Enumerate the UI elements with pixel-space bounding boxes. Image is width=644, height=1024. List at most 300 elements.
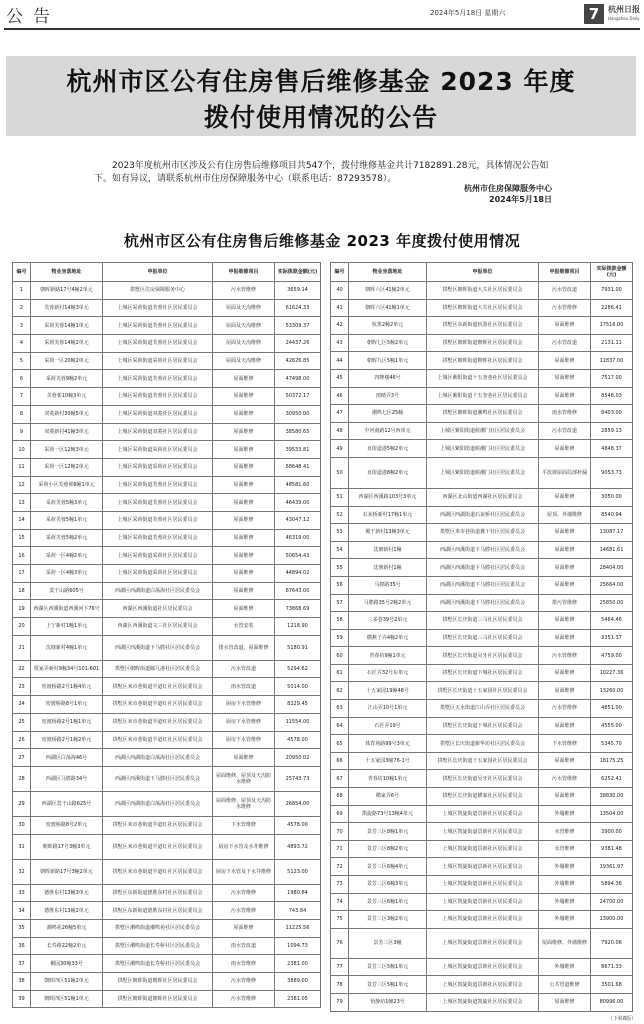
cell-no: 58 [331, 612, 349, 630]
table-row [331, 440, 633, 458]
cell-project: 屋面维修 [213, 423, 275, 441]
cell-no: 17 [13, 565, 31, 583]
table-row [13, 511, 321, 529]
cell-amount: 58648.41 [275, 458, 321, 476]
cell-unit: 拱墅区朝晖街道潮鸣社区居民委员会 [427, 405, 539, 423]
table-row [13, 335, 321, 353]
cell-no: 30 [13, 816, 31, 834]
cell-project: 屋面维修、外墙维修 [539, 928, 591, 958]
signature-date: 2024年5月18日 [489, 195, 552, 204]
continued-note: （下转8版） [608, 1016, 637, 1022]
cell-amount: 4578.00 [275, 731, 321, 749]
table-row [331, 299, 633, 317]
cell-address: 怡静坊1幢23号 [349, 993, 427, 1011]
cell-unit: 上城区采荷街道芙蓉社区居民委员会 [103, 494, 213, 512]
table-row [13, 660, 321, 678]
cell-unit: 上城区采荷街道芙蓉社区居民委员会 [103, 317, 213, 335]
cell-unit: 上城区凯旋街道景新社区居民委员会 [427, 805, 539, 823]
cell-address: 中河南路12号西单元 [349, 422, 427, 440]
cell-no: 8 [13, 405, 31, 423]
cell-address: 双菱新村41幢3单元 [31, 423, 103, 441]
cell-project: 屋面维修 [539, 664, 591, 682]
cell-address: 翼干新村13幢3单元 [349, 524, 427, 542]
table-row [331, 422, 633, 440]
cell-project: 雨水管改道 [213, 678, 275, 696]
cell-project: 屋面及天沟维修 [213, 335, 275, 353]
cell-address: 西湖区西溪路103号3单元 [349, 488, 427, 506]
cell-no: 70 [331, 823, 349, 841]
table-row [331, 717, 633, 735]
cell-no: 60 [331, 647, 349, 665]
cell-address: 西湖区马塍路34号 [31, 766, 103, 791]
cell-no: 27 [13, 749, 31, 767]
cell-project: 污水管维修 [539, 770, 591, 788]
cell-amount: 46319.00 [275, 529, 321, 547]
cell-unit: 拱墅区米市巷街道半道红社区居民委员会 [103, 696, 213, 714]
cell-amount: 13260.00 [591, 682, 633, 700]
cell-project: 公共管道维修 [539, 976, 591, 994]
cell-amount: 80996.00 [591, 993, 633, 1011]
cell-amount: 13900.00 [591, 911, 633, 929]
right-table [330, 262, 633, 1012]
cell-unit: 拱墅区朝晖街道朝晖社区居民委员会 [427, 334, 539, 352]
table-row [331, 993, 633, 1011]
cell-address: 江山弄10号1单元 [349, 700, 427, 718]
table-row [13, 834, 321, 859]
cell-amount: 1094.73 [275, 937, 321, 955]
col-header-unit: 申报单位 [427, 263, 539, 282]
cell-amount: 8403.00 [591, 405, 633, 423]
cell-project: 屋面维修 [213, 511, 275, 529]
table-row [13, 990, 321, 1008]
table-row [13, 423, 321, 441]
cell-unit: 拱墅区朝晖街道邮儿港社区居民委员会 [103, 660, 213, 678]
cell-unit: 拱墅区长庆街道三马社区居民委员会 [427, 612, 539, 630]
cell-amount: 4578.00 [275, 816, 321, 834]
cell-project: 排污管维修 [539, 594, 591, 612]
cell-project: 污水管改道 [539, 282, 591, 300]
table-row [331, 805, 633, 823]
date-text: 2024年5月18日 [430, 9, 483, 17]
cell-project: 平改坡屋面局部补漏 [539, 457, 591, 488]
cell-unit: 西湖区西湖街道石灰桥社区居民委员会 [427, 506, 539, 524]
cell-unit: 拱墅区长庆街道吴牙社区居民委员会 [427, 770, 539, 788]
cell-address: 采荷一区12幢3单元 [31, 441, 103, 459]
table-row [331, 334, 633, 352]
cell-project: 污水管维修 [213, 990, 275, 1008]
cell-project: 屋面维修 [213, 476, 275, 494]
cell-no: 12 [13, 476, 31, 494]
cell-unit: 拱墅区长庆街道吴牙社区居民委员会 [427, 647, 539, 665]
table-row [13, 955, 321, 973]
cell-amount: 61624.33 [275, 299, 321, 317]
table-row [331, 958, 633, 976]
cell-no: 62 [331, 682, 349, 700]
cell-unit: 上城区采荷街道芙蓉社区居民委员会 [103, 511, 213, 529]
cell-no: 39 [13, 990, 31, 1008]
cell-no: 19 [13, 600, 31, 618]
cell-project: 屋面维修 [213, 458, 275, 476]
cell-unit: 上城区紫阳街道候潮门社区居民委员会 [427, 422, 539, 440]
cell-unit: 上城区采荷街道芙蓉社区居民委员会 [103, 476, 213, 494]
cell-project: 雨水管维修 [213, 955, 275, 973]
cell-amount: 3889.00 [275, 973, 321, 991]
signature-org: 杭州市住房保障服务中心 [464, 184, 552, 193]
cell-amount: 4893.72 [275, 834, 321, 859]
cell-address: 景芳三区5幢1单元 [349, 976, 427, 994]
cell-unit: 西湖区西溪街道下马塍社区居民委员会 [103, 635, 213, 660]
cell-unit: 上城区凯旋街道景新社区居民委员会 [427, 928, 539, 958]
cell-amount: 9381.48 [591, 840, 633, 858]
table-row [13, 282, 321, 300]
cell-address: 采荷一区4幢2单元 [31, 547, 103, 565]
cell-address: 沈塘新村1幢 [349, 559, 427, 577]
cell-address: 景芳三区6幢3单元 [349, 876, 427, 894]
table-row [331, 840, 633, 858]
cell-project: 屋面维修 [539, 612, 591, 630]
cell-amount: 3050.00 [591, 488, 633, 506]
cell-amount: 7920.06 [591, 928, 633, 958]
cell-unit: 上城区采荷街道采荷社区居民委员会 [103, 352, 213, 370]
cell-unit: 拱墅区长庆街道十五家园社区居民委员会 [427, 752, 539, 770]
cell-unit: 上城区采荷街道芙蓉社区居民委员会 [103, 370, 213, 388]
cell-no: 14 [13, 511, 31, 529]
cell-project: 污水管维修 [539, 299, 591, 317]
cell-address: 沈塘新村4幢1单元 [31, 635, 103, 660]
cell-amount: 11837.00 [591, 352, 633, 370]
table-row [13, 547, 321, 565]
cell-unit: 上城区凯旋街道景新社区居民委员会 [427, 893, 539, 911]
cell-no: 61 [331, 664, 349, 682]
cell-project: 屋面及天沟维修 [213, 317, 275, 335]
cell-project: 屋面维修、屋顶及天沟防水维修 [213, 791, 275, 816]
cell-amount: 14681.61 [591, 541, 633, 559]
table-row [331, 893, 633, 911]
cell-no: 34 [13, 902, 31, 920]
cell-unit: 上城区采荷街道采荷社区居民委员会 [103, 458, 213, 476]
cell-unit: 拱墅区长庆街道下城社区居民委员会 [427, 664, 539, 682]
cell-address: 密渡桥路8号2单元 [31, 816, 103, 834]
table-row [331, 576, 633, 594]
cell-project: 雨水管维修 [539, 405, 591, 423]
cell-no: 32 [13, 859, 31, 884]
cell-address: 景芳三区8幢2单元 [349, 840, 427, 858]
col-header-address: 物业坐落地址 [31, 263, 103, 282]
cell-no: 22 [13, 660, 31, 678]
cell-no: 26 [13, 731, 31, 749]
cell-no: 64 [331, 717, 349, 735]
cell-project: 屋面维修 [213, 749, 275, 767]
cell-no: 23 [13, 678, 31, 696]
cell-unit: 拱墅区长庆街道横家社区居民委员会 [427, 788, 539, 806]
cell-address: 贾家弄新村9幢34号101-601 [31, 660, 103, 678]
cell-amount: 2381.00 [275, 955, 321, 973]
cell-no: 21 [13, 635, 31, 660]
newspaper-logo [608, 5, 640, 23]
cell-amount: 30950.00 [275, 405, 321, 423]
cell-no: 10 [13, 441, 31, 459]
table-row [13, 600, 321, 618]
cell-address: 采荷一区20幢2单元 [31, 352, 103, 370]
cell-address: 采荷一区4幢3单元 [31, 565, 103, 583]
cell-unit: 上城区紫阳街道十五奎巷社区居民委员会 [427, 369, 539, 387]
cell-project: 屋面及天沟维修 [213, 299, 275, 317]
cell-unit: 拱墅区潮鸣街道潮鸣苑社区居民委员会 [103, 919, 213, 937]
cell-amount: 5464.46 [591, 612, 633, 630]
cell-amount: 3351.37 [591, 629, 633, 647]
cell-amount: 1980.84 [275, 884, 321, 902]
col-header-project: 申报维修项目 [213, 263, 275, 282]
cell-no: 48 [331, 422, 349, 440]
cell-address: 采荷一区12幢2单元 [31, 458, 103, 476]
cell-no: 75 [331, 911, 349, 929]
table-row [13, 884, 321, 902]
table-row [331, 858, 633, 876]
table-row [331, 976, 633, 994]
signature-block [420, 183, 552, 205]
table-row [13, 696, 321, 714]
cell-address: 横家弄6号 [349, 788, 427, 806]
cell-project: 屋面维修 [213, 919, 275, 937]
cell-amount: 25850.00 [591, 594, 633, 612]
table-row [13, 476, 321, 494]
cell-no: 9 [13, 423, 31, 441]
cell-address: 四牌楼46号 [349, 369, 427, 387]
cell-address: 朝晖六区41幢2单元 [349, 282, 427, 300]
table-row [331, 629, 633, 647]
cell-no: 52 [331, 506, 349, 524]
cell-project: 屋面维修 [539, 369, 591, 387]
cell-amount: 5180.91 [275, 635, 321, 660]
cell-address: 采荷芙蓉14幢2单元 [31, 335, 103, 353]
cell-unit: 西湖区西溪街道下马塍社区居民委员会 [103, 766, 213, 791]
cell-project: 屋面维修 [539, 387, 591, 405]
logo-cn: 杭州日报 [608, 4, 640, 14]
cell-project: 屋面维修 [539, 682, 591, 700]
cell-address: 横燕子弄4幢2单元 [349, 629, 427, 647]
cell-amount: 48581.60 [275, 476, 321, 494]
cell-amount: 5123.00 [275, 859, 321, 884]
cell-no: 20 [13, 618, 31, 636]
cell-unit: 拱墅区长庆街道十五家园社区居民委员会 [427, 682, 539, 700]
cell-project: 屋面及天沟维修 [213, 352, 275, 370]
table-row [13, 937, 321, 955]
cell-amount: 2286.41 [591, 299, 633, 317]
table-row [13, 973, 321, 991]
table-title: 杭州市区公有住房售后维修基金 2023 年度拨付使用情况 [123, 232, 521, 250]
page-number: 7 [584, 4, 604, 24]
cell-amount: 25743.73 [275, 766, 321, 791]
cell-unit: 上城区采荷街道采荷社区居民委员会 [103, 565, 213, 583]
table-row [331, 457, 633, 488]
cell-project: 厨房下水管维修 [213, 731, 275, 749]
cell-address: 朝晖新路17号4幢2单元 [31, 282, 103, 300]
table-row [13, 766, 321, 791]
cell-amount: 11554.00 [275, 713, 321, 731]
cell-unit: 西湖区西湖街道白荡海社区居民委员会 [103, 749, 213, 767]
cell-address: 青春坊10幢1单元 [349, 770, 427, 788]
cell-unit: 上城区凯旋街道景新社区居民委员会 [427, 976, 539, 994]
cell-amount: 38830.00 [591, 788, 633, 806]
cell-address: 沈塘新村1幢 [349, 541, 427, 559]
cell-amount: 4851.00 [591, 700, 633, 718]
cell-unit: 拱墅区潮鸣街道长寿桥社区居民委员会 [103, 937, 213, 955]
cell-amount: 6252.41 [591, 770, 633, 788]
col-header-address: 物业坐落地址 [349, 263, 427, 282]
section-label: 公告 [6, 7, 60, 27]
cell-unit: 拱墅区米市巷街道半道红社区居民委员会 [103, 834, 213, 859]
cell-project: 外墙维修 [539, 805, 591, 823]
cell-no: 67 [331, 770, 349, 788]
cell-project: 水管安装 [213, 618, 275, 636]
cell-no: 25 [13, 713, 31, 731]
cell-address: 景芳三区6幢4单元 [349, 858, 427, 876]
cell-address: 马塍路35号2幢2单元 [349, 594, 427, 612]
cell-no: 63 [331, 700, 349, 718]
cell-address: 潮鸣七区25幢 [349, 405, 427, 423]
cell-amount: 2131.11 [591, 334, 633, 352]
cell-no: 29 [13, 791, 31, 816]
cell-unit: 西湖区西溪街道下马塍社区居民委员会 [427, 594, 539, 612]
table-row [331, 911, 633, 929]
cell-no: 78 [331, 976, 349, 994]
cell-project: 屋面维修 [213, 529, 275, 547]
cell-unit: 上城区凯旋街道景新社区居民委员会 [427, 840, 539, 858]
cell-address: 莫干山路605号 [31, 582, 103, 600]
cell-project: 污水管改道 [539, 334, 591, 352]
cell-amount: 5014.00 [275, 678, 321, 696]
cell-no: 15 [13, 529, 31, 547]
headline-line-1: 杭州市区公有住房售后维修基金 2023 年度 [66, 67, 576, 96]
cell-no: 57 [331, 594, 349, 612]
cell-amount: 38580.65 [275, 423, 321, 441]
table-row [13, 352, 321, 370]
cell-amount: 8229.45 [275, 696, 321, 714]
cell-project: 屋面维修 [539, 317, 591, 335]
cell-project: 屋面维修 [539, 717, 591, 735]
cell-amount: 50654.43 [275, 547, 321, 565]
cell-no: 6 [13, 370, 31, 388]
cell-address: 十五家园19幢48号 [349, 682, 427, 700]
cell-project: 污水管改道 [213, 660, 275, 678]
cell-amount: 8540.94 [591, 506, 633, 524]
cell-address: 德胜东村13幢3单元 [31, 884, 103, 902]
cell-address: 景芳三区3幢 [349, 928, 427, 958]
cell-no: 7 [13, 388, 31, 406]
table-row [331, 405, 633, 423]
cell-address: 采荷芙蓉5幢2单元 [31, 529, 103, 547]
cell-project: 污水管维修 [213, 973, 275, 991]
cell-unit: 上城区紫阳街道候潮门社区居民委员会 [427, 440, 539, 458]
cell-unit: 上城区凯旋街道凯旋社区居民委员会 [427, 993, 539, 1011]
cell-no: 76 [331, 928, 349, 958]
cell-address: 马塍路35号 [349, 576, 427, 594]
cell-project: 污水管改道 [539, 422, 591, 440]
table-row [331, 823, 633, 841]
cell-project: 屋面维修 [213, 600, 275, 618]
cell-amount: 19361.97 [591, 858, 633, 876]
cell-unit: 拱墅区潮鸣街道长寿桥社区居民委员会 [103, 955, 213, 973]
table-row [331, 541, 633, 559]
cell-project: 外墙维修 [539, 893, 591, 911]
cell-unit: 西湖区北山街道西湖社区居民委员会 [427, 488, 539, 506]
cell-no: 49 [331, 440, 349, 458]
cell-no: 41 [331, 299, 349, 317]
cell-project: 屋面维修 [539, 752, 591, 770]
cell-project: 屋面维修 [539, 993, 591, 1011]
cell-address: 采荷芙蓉5幢1单元 [31, 511, 103, 529]
page-header [0, 0, 644, 28]
table-row [331, 352, 633, 370]
cell-amount: 5345.70 [591, 735, 633, 753]
cell-project: 屋面维修 [213, 405, 275, 423]
cell-address: 芙蓉邨10幢3单元 [31, 388, 103, 406]
cell-address: 三多巷39号2单元 [349, 612, 427, 630]
cell-unit: 西湖区西溪街道下马塍社区居民委员会 [427, 559, 539, 577]
cell-project: 屋面维修 [539, 788, 591, 806]
cell-unit: 上城区采荷街道采荷社区居民委员会 [103, 441, 213, 459]
cell-address: 朝晖新路17号3幢2单元 [31, 859, 103, 884]
cell-address: 采荷芙蓉14幢1单元 [31, 317, 103, 335]
cell-project: 厨房下水管维修 [213, 713, 275, 731]
cell-address: 采荷芙蓉5幢3单元 [31, 494, 103, 512]
table-row [331, 506, 633, 524]
cell-no: 65 [331, 735, 349, 753]
cell-address: 体育场路99号3单元 [349, 735, 427, 753]
cell-project: 屋面维修 [539, 440, 591, 458]
table-row [13, 678, 321, 696]
cell-address: 青春坊9幢1单元 [349, 647, 427, 665]
cell-project: 屋面维修 [213, 441, 275, 459]
cell-project: 下水管维修 [539, 735, 591, 753]
col-header-amount: 实际拨款金额(元) [591, 263, 633, 282]
cell-amount: 53309.37 [275, 317, 321, 335]
cell-unit: 拱墅区米市巷街道半道红社区居民委员会 [103, 816, 213, 834]
table-row [13, 749, 321, 767]
cell-no: 45 [331, 369, 349, 387]
cell-address: 雨晴弄3号 [349, 387, 427, 405]
cell-project: 屋面维修、屋顶及天沟防水维修 [213, 766, 275, 791]
cell-no: 31 [13, 834, 31, 859]
header-row [13, 263, 321, 282]
cell-no: 51 [331, 488, 349, 506]
table-row [13, 582, 321, 600]
cell-amount: 87643.00 [275, 582, 321, 600]
cell-no: 46 [331, 387, 349, 405]
cell-no: 11 [13, 458, 31, 476]
cell-no: 13 [13, 494, 31, 512]
cell-unit: 拱墅区东新街道杭墨社区居民委员会 [427, 317, 539, 335]
cell-address: 十五家园3幢76-1号 [349, 752, 427, 770]
table-row [331, 682, 633, 700]
cell-amount: 7931.00 [591, 282, 633, 300]
cell-project: 污水管维修 [539, 700, 591, 718]
cell-amount: 3501.68 [591, 976, 633, 994]
cell-project: 下水管维修 [213, 816, 275, 834]
cell-amount: 4555.00 [591, 717, 633, 735]
cell-address: 石匠弄32号东单元 [349, 664, 427, 682]
cell-no: 38 [13, 973, 31, 991]
cell-project: 外墙维修 [539, 876, 591, 894]
left-table [12, 262, 321, 1008]
col-header-no: 编号 [13, 263, 31, 282]
cell-project: 屋面维修 [539, 576, 591, 594]
cell-no: 33 [13, 884, 31, 902]
cell-no: 24 [13, 696, 31, 714]
cell-unit: 上城区采荷街道双菱社区居民委员会 [103, 423, 213, 441]
table-row [13, 902, 321, 920]
cell-no: 59 [331, 629, 349, 647]
